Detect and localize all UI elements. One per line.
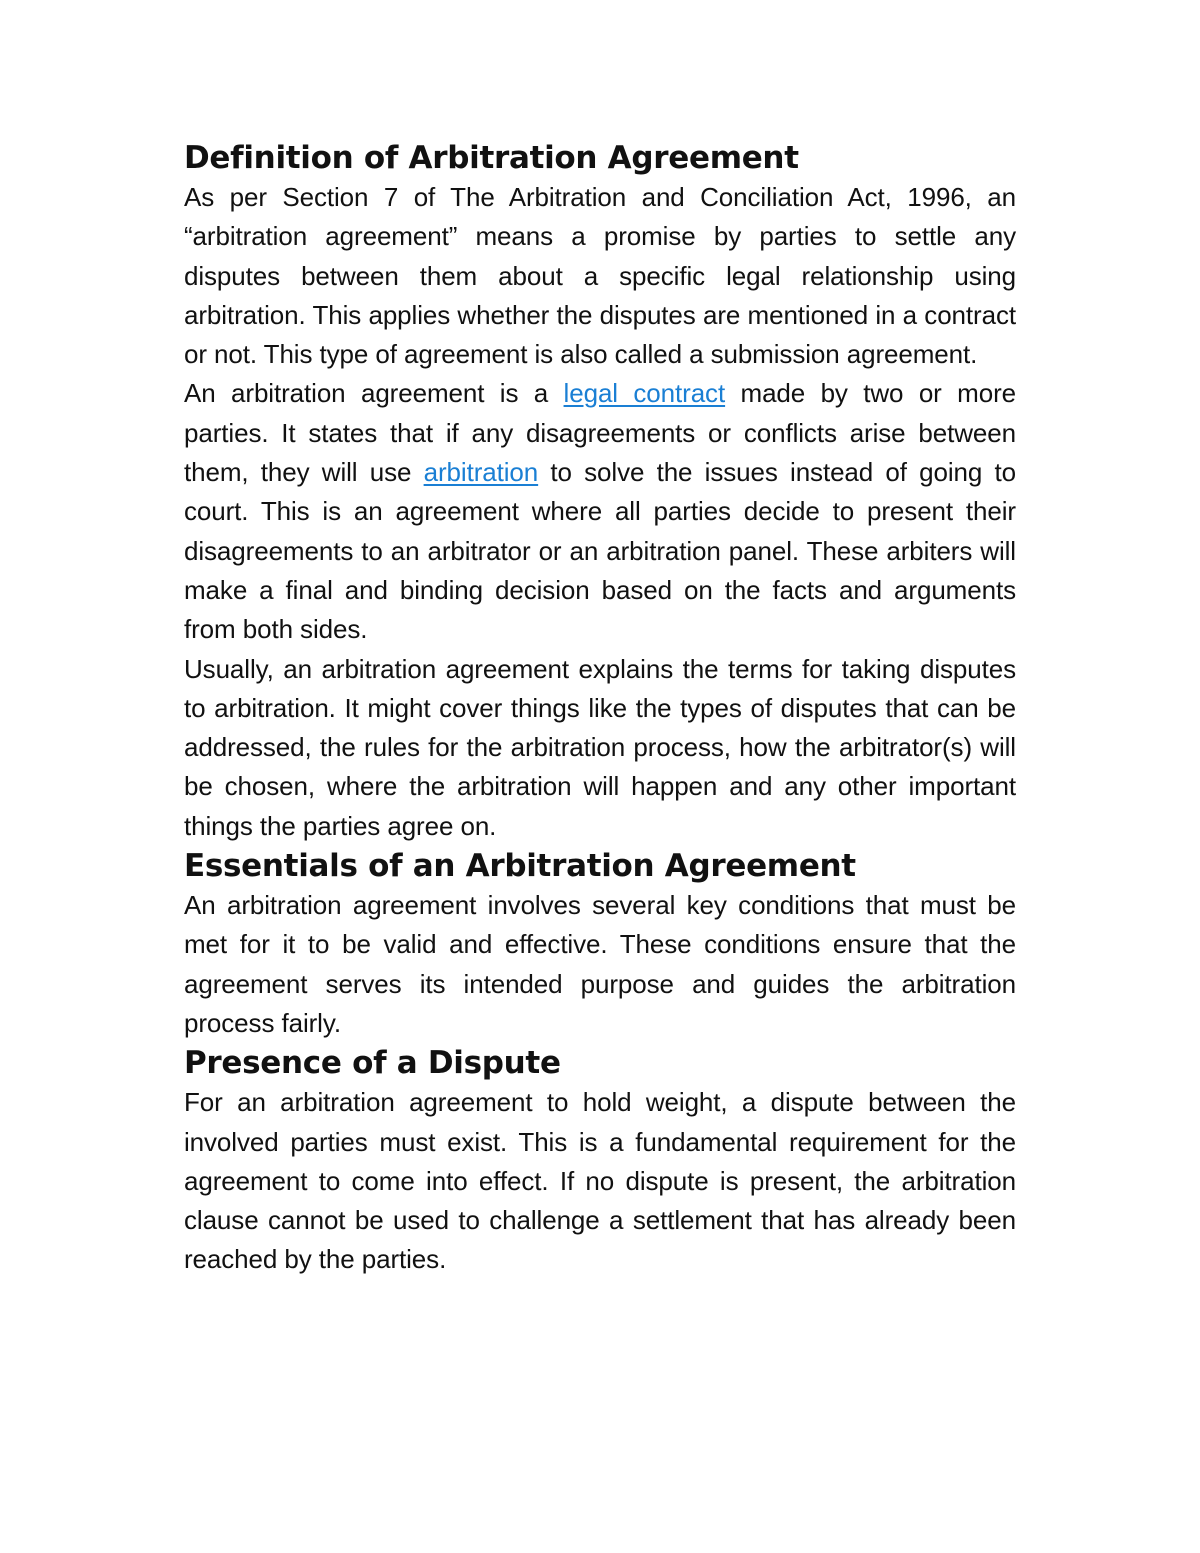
- paragraph-text: An arbitration agreement is a: [184, 378, 564, 409]
- heading-essentials: Essentials of an Arbitration Agreement: [184, 848, 856, 885]
- paragraph-text: made by two or more parties. It states that if any disagreements or conflicts arise between them, they will use: [184, 378, 1016, 488]
- document-page: [184, 138, 1016, 1280]
- paragraph-terms: Usually, an arbitration agreement explains the terms for taking disputes to arbitration. It might cover things like the types of disputes that can be addressed, the rules for the arbitration process, how the arbitrator(s) will be chosen, where the arbitration will happen and any other important things the parties agree on.: [184, 653, 1016, 841]
- section-definition: [184, 138, 1016, 846]
- paragraph-section7: As per Section 7 of The Arbitration and Conciliation Act, 1996, an “arbitration agreement” means a promise by parties to settle any disputes between them about a specific legal relationship using arbitration. This applies whether the disputes are mentioned in a contract or not. This type of agreement is also called a submission agreement.: [184, 182, 1016, 370]
- section-presence-of-dispute: [184, 1043, 1016, 1279]
- paragraph-legal-contract: [184, 374, 1016, 649]
- heading-presence-of-dispute: Presence of a Dispute: [184, 1045, 561, 1082]
- section-essentials: [184, 846, 1016, 1043]
- paragraph-text: to solve the issues instead of going to court. This is an agreement where all parties decide to present their disagreements to an arbitrator or an arbitration panel. These arbiters will make a final and binding decision based on the facts and arguments from both sides.: [184, 457, 1016, 645]
- arbitration-link[interactable]: arbitration: [423, 457, 539, 488]
- paragraph-key-conditions: An arbitration agreement involves several key conditions that must be met for it to be valid and effective. These conditions ensure that the agreement serves its intended purpose and guides the arbitration process fairly.: [184, 890, 1016, 1038]
- heading-definition: Definition of Arbitration Agreement: [184, 140, 799, 176]
- paragraph-dispute-requirement: For an arbitration agreement to hold weight, a dispute between the involved parties must exist. This is a fundamental requirement for the agreement to come into effect. If no dispute is present, the arbitration clause cannot be used to challenge a settlement that has already been reached by the parties.: [184, 1087, 1016, 1275]
- legal-contract-link[interactable]: legal contract: [563, 378, 726, 409]
